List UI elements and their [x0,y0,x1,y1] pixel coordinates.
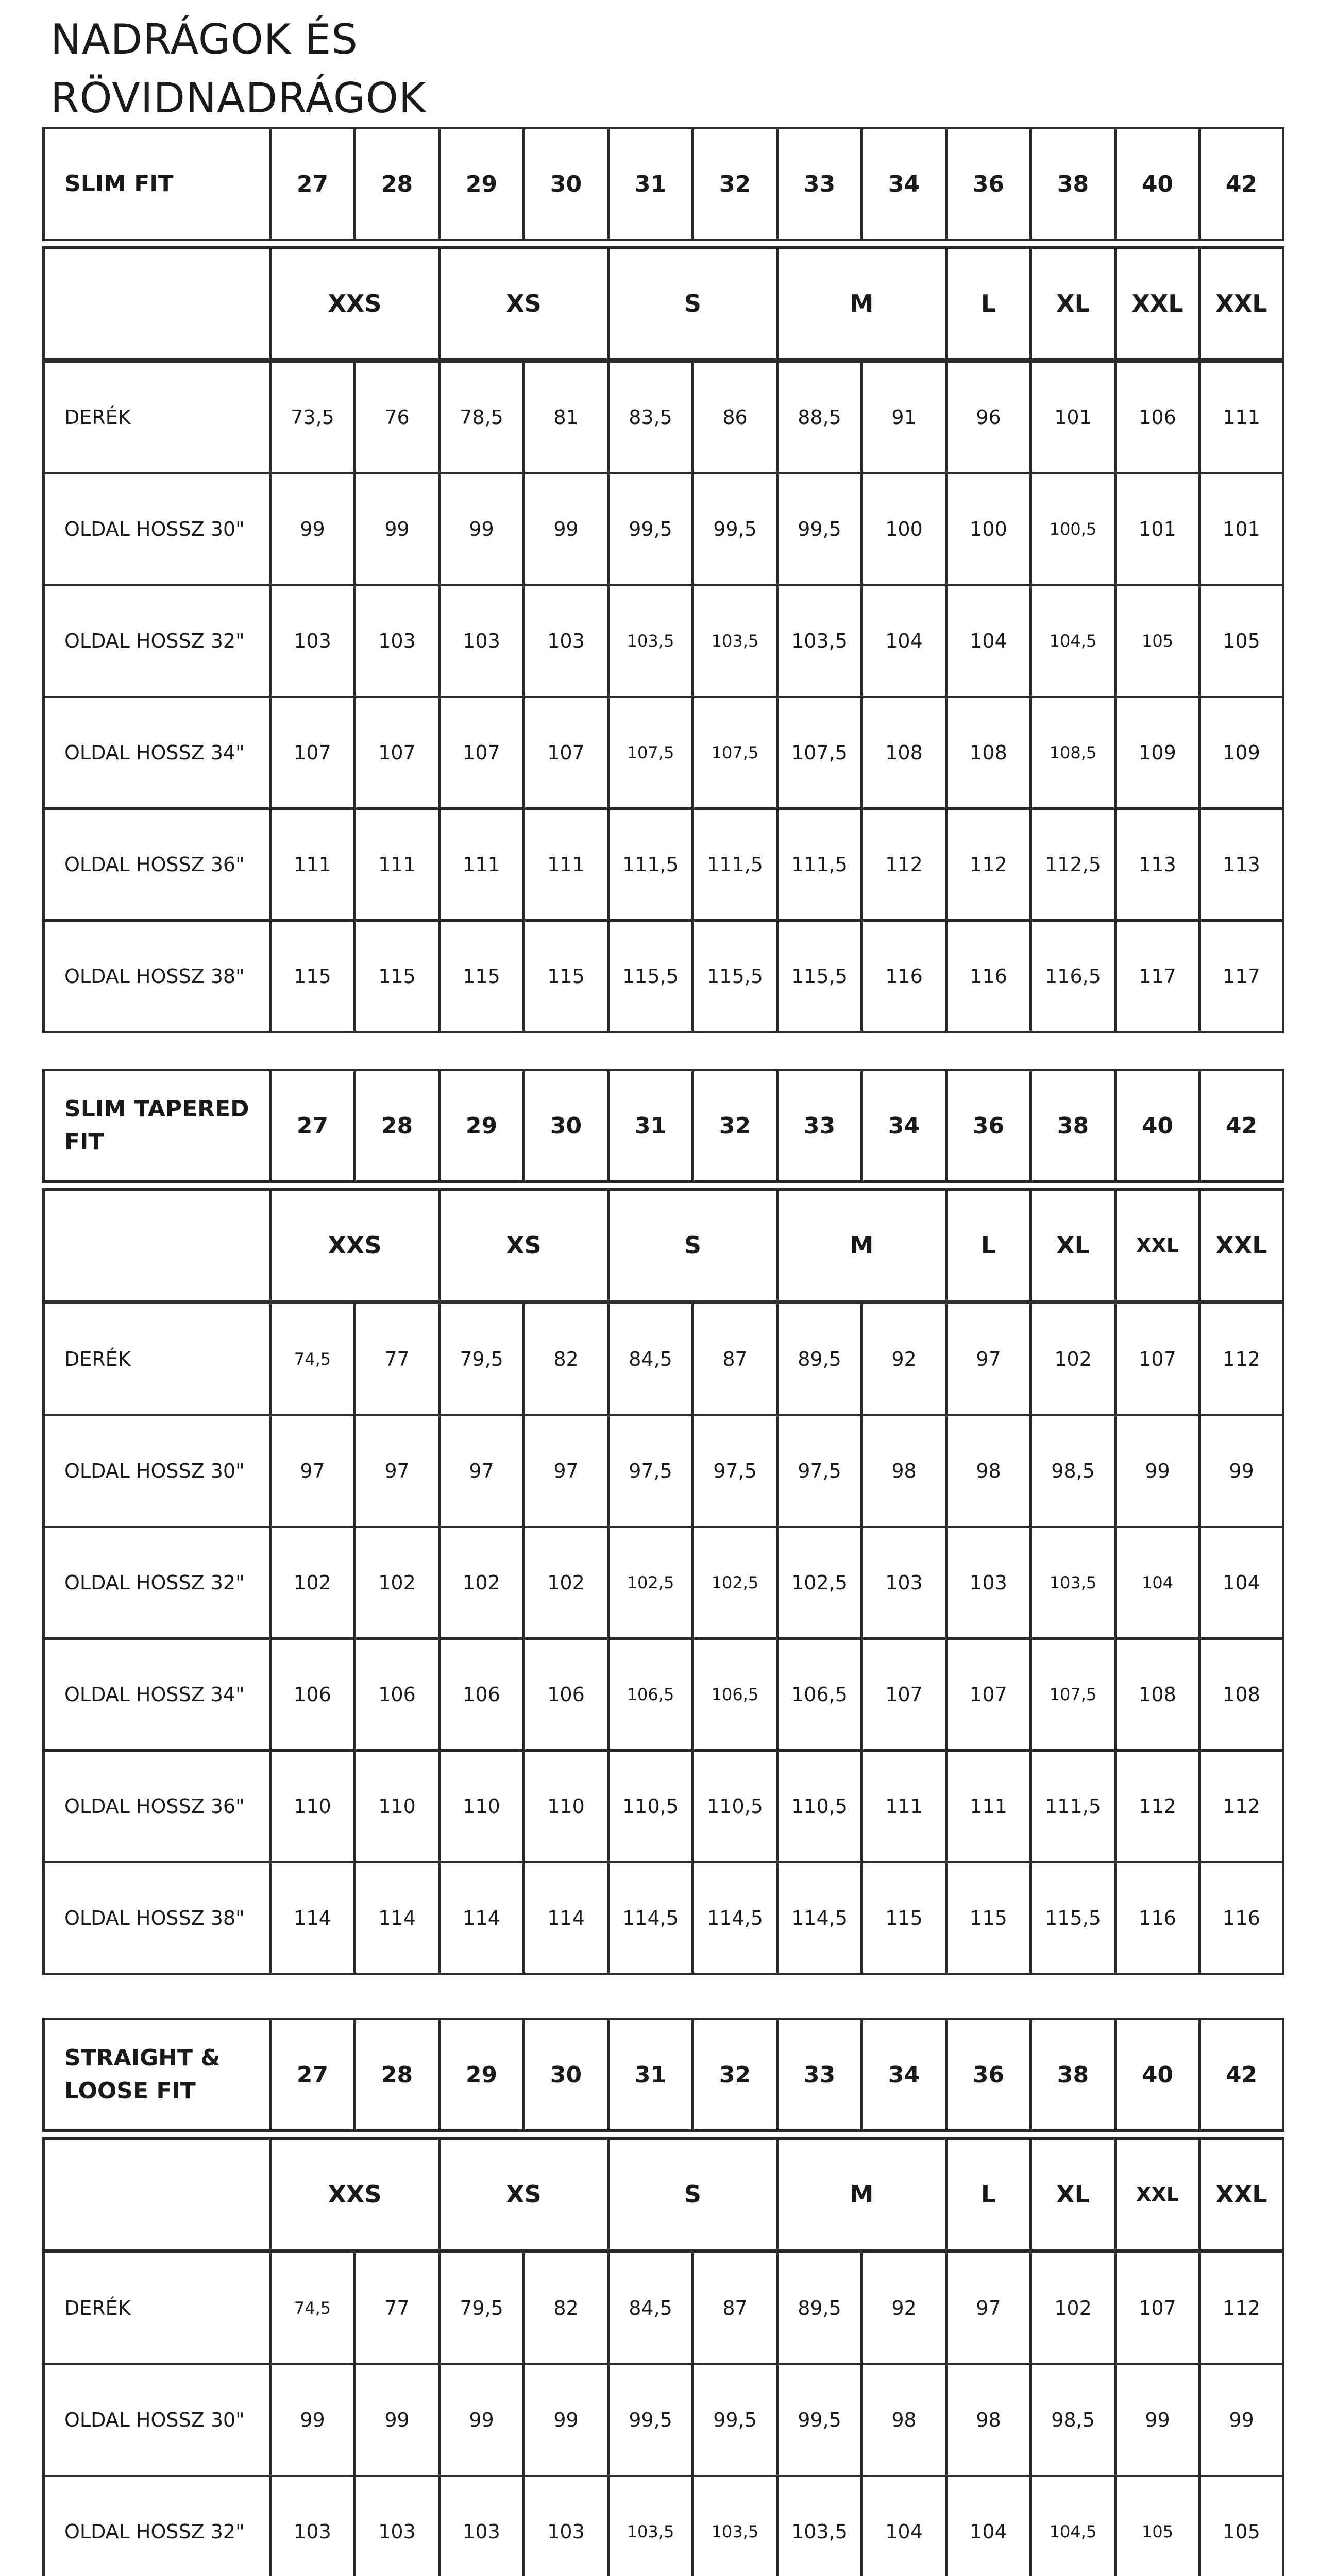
value-cell: 102,5 [608,1527,693,1639]
value-cell: 114,5 [777,1862,862,1974]
table-row [44,921,1283,1032]
size-header: 32 [693,1070,777,1182]
letter-size-header: XXL [1115,248,1200,361]
value-cell: 111 [355,809,439,921]
numeric-size-header-row [44,2019,1283,2131]
value-cell: 103,5 [777,585,862,697]
letter-size-header: XXL [1115,1190,1200,1302]
value-cell: 114,5 [693,1862,777,1974]
value-cell: 98 [862,1415,946,1527]
size-header: 33 [777,1070,862,1182]
value-cell: 97 [355,1415,439,1527]
table-row [44,1302,1283,1415]
size-header: 42 [1200,128,1283,240]
blank-cell [44,248,270,361]
size-header: 34 [862,2019,946,2131]
value-cell: 102 [355,1527,439,1639]
table-row [44,697,1283,809]
value-cell: 86 [693,361,777,473]
blank-cell [44,1190,270,1302]
value-cell: 106,5 [693,1639,777,1751]
value-cell: 88,5 [777,361,862,473]
fit-name: STRAIGHT & LOOSE FIT [44,2019,270,2131]
value-cell: 111 [862,1751,946,1862]
value-cell: 84,5 [608,1302,693,1415]
value-cell: 112,5 [1031,809,1115,921]
letter-size-header: S [608,2139,777,2251]
value-cell: 115 [439,921,524,1032]
value-cell: 115 [270,921,355,1032]
straight-loose-fit-size-table [42,2018,1284,2576]
value-cell: 117 [1200,921,1283,1032]
size-header: 29 [439,1070,524,1182]
value-cell: 97,5 [777,1415,862,1527]
letter-size-header: XXS [270,248,439,361]
size-header: 30 [524,1070,608,1182]
value-cell: 103 [355,2476,439,2576]
value-cell: 97 [946,1302,1031,1415]
value-cell: 79,5 [439,2251,524,2364]
value-cell: 106 [524,1639,608,1751]
value-cell: 102,5 [777,1527,862,1639]
value-cell: 99 [439,2364,524,2476]
letter-size-header: XL [1031,1190,1115,1302]
value-cell: 112 [1115,1751,1200,1862]
row-label: OLDAL HOSSZ 36" [44,1751,270,1862]
value-cell: 104 [1115,1527,1200,1639]
table-row [44,1751,1283,1862]
value-cell: 110,5 [608,1751,693,1862]
size-header: 34 [862,128,946,240]
value-cell: 103 [270,585,355,697]
value-cell: 76 [355,361,439,473]
value-cell: 92 [862,1302,946,1415]
size-header: 36 [946,128,1031,240]
row-label: OLDAL HOSSZ 34" [44,697,270,809]
numeric-size-header-row [44,128,1283,240]
letter-size-header-row [44,248,1283,361]
value-cell: 102 [524,1527,608,1639]
value-cell: 99 [1115,1415,1200,1527]
size-header: 29 [439,2019,524,2131]
value-cell: 99,5 [693,2364,777,2476]
row-label: OLDAL HOSSZ 34" [44,1639,270,1751]
value-cell: 99 [1115,2364,1200,2476]
size-header: 27 [270,2019,355,2131]
value-cell: 82 [524,2251,608,2364]
letter-size-header: XS [439,1190,608,1302]
value-cell: 107 [1115,1302,1200,1415]
value-cell: 97 [270,1415,355,1527]
value-cell: 104 [946,585,1031,697]
value-cell: 116 [1115,1862,1200,1974]
value-cell: 100 [862,473,946,585]
size-header: 40 [1115,128,1200,240]
value-cell: 107 [862,1639,946,1751]
value-cell: 107,5 [608,697,693,809]
value-cell: 97 [439,1415,524,1527]
value-cell: 111,5 [608,809,693,921]
value-cell: 110 [270,1751,355,1862]
table-row [44,1415,1283,1527]
value-cell: 103 [524,2476,608,2576]
value-cell: 112 [862,809,946,921]
value-cell: 110,5 [693,1751,777,1862]
value-cell: 98,5 [1031,2364,1115,2476]
row-label: OLDAL HOSSZ 38" [44,1862,270,1974]
value-cell: 77 [355,1302,439,1415]
size-header: 27 [270,128,355,240]
value-cell: 106,5 [608,1639,693,1751]
table-row [44,473,1283,585]
value-cell: 111 [524,809,608,921]
value-cell: 115 [524,921,608,1032]
value-cell: 113 [1115,809,1200,921]
table-row [44,585,1283,697]
value-cell: 102,5 [693,1527,777,1639]
value-cell: 101 [1031,361,1115,473]
value-cell: 105 [1115,585,1200,697]
size-header: 38 [1031,128,1115,240]
value-cell: 99 [524,2364,608,2476]
value-cell: 99 [355,473,439,585]
size-header: 34 [862,1070,946,1182]
letter-size-header: L [946,2139,1031,2251]
value-cell: 109 [1200,697,1283,809]
letter-size-header: M [777,248,946,361]
value-cell: 112 [1200,1751,1283,1862]
size-header: 32 [693,128,777,240]
value-cell: 111,5 [1031,1751,1115,1862]
size-header: 30 [524,2019,608,2131]
slim-fit-size-table [42,127,1284,1033]
value-cell: 107 [524,697,608,809]
value-cell: 115,5 [777,921,862,1032]
size-header: 27 [270,1070,355,1182]
value-cell: 114 [270,1862,355,1974]
value-cell: 115 [862,1862,946,1974]
row-label: OLDAL HOSSZ 32" [44,1527,270,1639]
value-cell: 115 [355,921,439,1032]
value-cell: 78,5 [439,361,524,473]
value-cell: 107 [270,697,355,809]
straight-loose-fit-section [42,2018,1284,2576]
letter-size-header: XXL [1200,1190,1283,1302]
letter-size-header: XXS [270,2139,439,2251]
size-header: 28 [355,128,439,240]
slim-tapered-fit-size-table [42,1069,1284,1975]
table-row [44,1862,1283,1974]
size-header: 33 [777,128,862,240]
value-cell: 112 [1200,2251,1283,2364]
value-cell: 117 [1115,921,1200,1032]
numeric-size-header-row [44,1070,1283,1182]
value-cell: 99,5 [693,473,777,585]
letter-size-header-row [44,1190,1283,1302]
value-cell: 109 [1115,697,1200,809]
value-cell: 83,5 [608,361,693,473]
value-cell: 101 [1115,473,1200,585]
value-cell: 99 [270,2364,355,2476]
letter-size-header: XS [439,248,608,361]
value-cell: 74,5 [270,2251,355,2364]
letter-size-header-row [44,2139,1283,2251]
value-cell: 103,5 [1031,1527,1115,1639]
size-header: 38 [1031,2019,1115,2131]
value-cell: 112 [1200,1302,1283,1415]
value-cell: 89,5 [777,2251,862,2364]
value-cell: 116 [946,921,1031,1032]
letter-size-header: M [777,1190,946,1302]
size-header: 31 [608,2019,693,2131]
row-label: DERÉK [44,1302,270,1415]
value-cell: 97,5 [608,1415,693,1527]
value-cell: 74,5 [270,1302,355,1415]
value-cell: 103,5 [693,2476,777,2576]
value-cell: 115,5 [608,921,693,1032]
value-cell: 114,5 [608,1862,693,1974]
value-cell: 102 [439,1527,524,1639]
value-cell: 103 [439,585,524,697]
value-cell: 111,5 [693,809,777,921]
slim-tapered-fit-section [42,1069,1284,1975]
value-cell: 87 [693,2251,777,2364]
value-cell: 105 [1200,2476,1283,2576]
size-header: 32 [693,2019,777,2131]
value-cell: 98 [946,2364,1031,2476]
value-cell: 107 [1115,2251,1200,2364]
value-cell: 97 [946,2251,1031,2364]
value-cell: 103,5 [693,585,777,697]
value-cell: 108 [1115,1639,1200,1751]
value-cell: 99 [355,2364,439,2476]
size-header: 31 [608,128,693,240]
size-header: 28 [355,2019,439,2131]
value-cell: 103 [862,1527,946,1639]
letter-size-header: L [946,248,1031,361]
value-cell: 108 [1200,1639,1283,1751]
value-cell: 97,5 [693,1415,777,1527]
value-cell: 108 [946,697,1031,809]
value-cell: 107 [355,697,439,809]
size-header: 33 [777,2019,862,2131]
value-cell: 99 [270,473,355,585]
letter-size-header: XXL [1200,248,1283,361]
value-cell: 84,5 [608,2251,693,2364]
value-cell: 112 [946,809,1031,921]
value-cell: 115,5 [693,921,777,1032]
letter-size-header: S [608,1190,777,1302]
value-cell: 108 [862,697,946,809]
size-header: 38 [1031,1070,1115,1182]
value-cell: 99,5 [777,473,862,585]
blank-cell [44,2139,270,2251]
value-cell: 106 [439,1639,524,1751]
letter-size-header: XXS [270,1190,439,1302]
value-cell: 111 [270,809,355,921]
size-header: 40 [1115,1070,1200,1182]
value-cell: 92 [862,2251,946,2364]
row-label: OLDAL HOSSZ 30" [44,473,270,585]
value-cell: 107,5 [777,697,862,809]
value-cell: 111,5 [777,809,862,921]
slim-fit-section [42,127,1284,1033]
size-header: 36 [946,1070,1031,1182]
value-cell: 103 [355,585,439,697]
letter-size-header: L [946,1190,1031,1302]
table-row [44,2364,1283,2476]
value-cell: 114 [524,1862,608,1974]
value-cell: 116,5 [1031,921,1115,1032]
letter-size-header: XS [439,2139,608,2251]
value-cell: 99 [439,473,524,585]
row-label: OLDAL HOSSZ 30" [44,1415,270,1527]
value-cell: 114 [355,1862,439,1974]
value-cell: 99 [524,473,608,585]
value-cell: 73,5 [270,361,355,473]
value-cell: 99,5 [608,2364,693,2476]
page-title-line2: RÖVIDNADRÁGOK [50,74,427,122]
table-row [44,1639,1283,1751]
value-cell: 87 [693,1302,777,1415]
value-cell: 104,5 [1031,2476,1115,2576]
fit-name: SLIM FIT [44,128,270,240]
value-cell: 91 [862,361,946,473]
value-cell: 103 [946,1527,1031,1639]
value-cell: 106 [355,1639,439,1751]
value-cell: 96 [946,361,1031,473]
value-cell: 107,5 [1031,1639,1115,1751]
value-cell: 82 [524,1302,608,1415]
value-cell: 104 [946,2476,1031,2576]
value-cell: 98 [946,1415,1031,1527]
value-cell: 99 [1200,2364,1283,2476]
size-header: 40 [1115,2019,1200,2131]
value-cell: 104 [1200,1527,1283,1639]
value-cell: 103,5 [608,2476,693,2576]
size-header: 29 [439,128,524,240]
value-cell: 81 [524,361,608,473]
value-cell: 101 [1200,473,1283,585]
value-cell: 102 [1031,1302,1115,1415]
value-cell: 111 [439,809,524,921]
table-row [44,809,1283,921]
value-cell: 104 [862,2476,946,2576]
value-cell: 107,5 [693,697,777,809]
letter-size-header: XL [1031,2139,1115,2251]
value-cell: 106 [270,1639,355,1751]
value-cell: 97 [524,1415,608,1527]
value-cell: 103 [270,2476,355,2576]
table-row [44,2251,1283,2364]
value-cell: 99,5 [608,473,693,585]
size-header: 42 [1200,2019,1283,2131]
size-header: 28 [355,1070,439,1182]
row-label: OLDAL HOSSZ 30" [44,2364,270,2476]
size-header: 42 [1200,1070,1283,1182]
value-cell: 98,5 [1031,1415,1115,1527]
value-cell: 102 [1031,2251,1115,2364]
letter-size-header: S [608,248,777,361]
table-row [44,2476,1283,2576]
value-cell: 99 [1200,1415,1283,1527]
table-row [44,361,1283,473]
letter-size-header: XL [1031,248,1115,361]
value-cell: 100,5 [1031,473,1115,585]
letter-size-header: XXL [1200,2139,1283,2251]
value-cell: 103,5 [608,585,693,697]
value-cell: 107 [946,1639,1031,1751]
value-cell: 115,5 [1031,1862,1115,1974]
value-cell: 114 [439,1862,524,1974]
value-cell: 99,5 [777,2364,862,2476]
value-cell: 103 [524,585,608,697]
page-title-line1: NADRÁGOK ÉS [50,15,359,63]
value-cell: 113 [1200,809,1283,921]
row-label: OLDAL HOSSZ 36" [44,809,270,921]
value-cell: 111 [1200,361,1283,473]
value-cell: 100 [946,473,1031,585]
row-label: OLDAL HOSSZ 38" [44,921,270,1032]
value-cell: 110,5 [777,1751,862,1862]
value-cell: 116 [1200,1862,1283,1974]
value-cell: 107 [439,697,524,809]
value-cell: 103 [439,2476,524,2576]
value-cell: 116 [862,921,946,1032]
value-cell: 104 [862,585,946,697]
value-cell: 110 [439,1751,524,1862]
value-cell: 108,5 [1031,697,1115,809]
value-cell: 105 [1115,2476,1200,2576]
size-header: 36 [946,2019,1031,2131]
value-cell: 104,5 [1031,585,1115,697]
value-cell: 111 [946,1751,1031,1862]
fit-name: SLIM TAPERED FIT [44,1070,270,1182]
value-cell: 110 [524,1751,608,1862]
value-cell: 89,5 [777,1302,862,1415]
table-row [44,1527,1283,1639]
value-cell: 110 [355,1751,439,1862]
value-cell: 79,5 [439,1302,524,1415]
row-label: OLDAL HOSSZ 32" [44,585,270,697]
size-header: 30 [524,128,608,240]
letter-size-header: XXL [1115,2139,1200,2251]
value-cell: 106 [1115,361,1200,473]
row-label: DERÉK [44,361,270,473]
value-cell: 115 [946,1862,1031,1974]
letter-size-header: M [777,2139,946,2251]
value-cell: 98 [862,2364,946,2476]
value-cell: 103,5 [777,2476,862,2576]
value-cell: 106,5 [777,1639,862,1751]
value-cell: 77 [355,2251,439,2364]
row-label: DERÉK [44,2251,270,2364]
row-label: OLDAL HOSSZ 32" [44,2476,270,2576]
value-cell: 102 [270,1527,355,1639]
value-cell: 105 [1200,585,1283,697]
size-header: 31 [608,1070,693,1182]
